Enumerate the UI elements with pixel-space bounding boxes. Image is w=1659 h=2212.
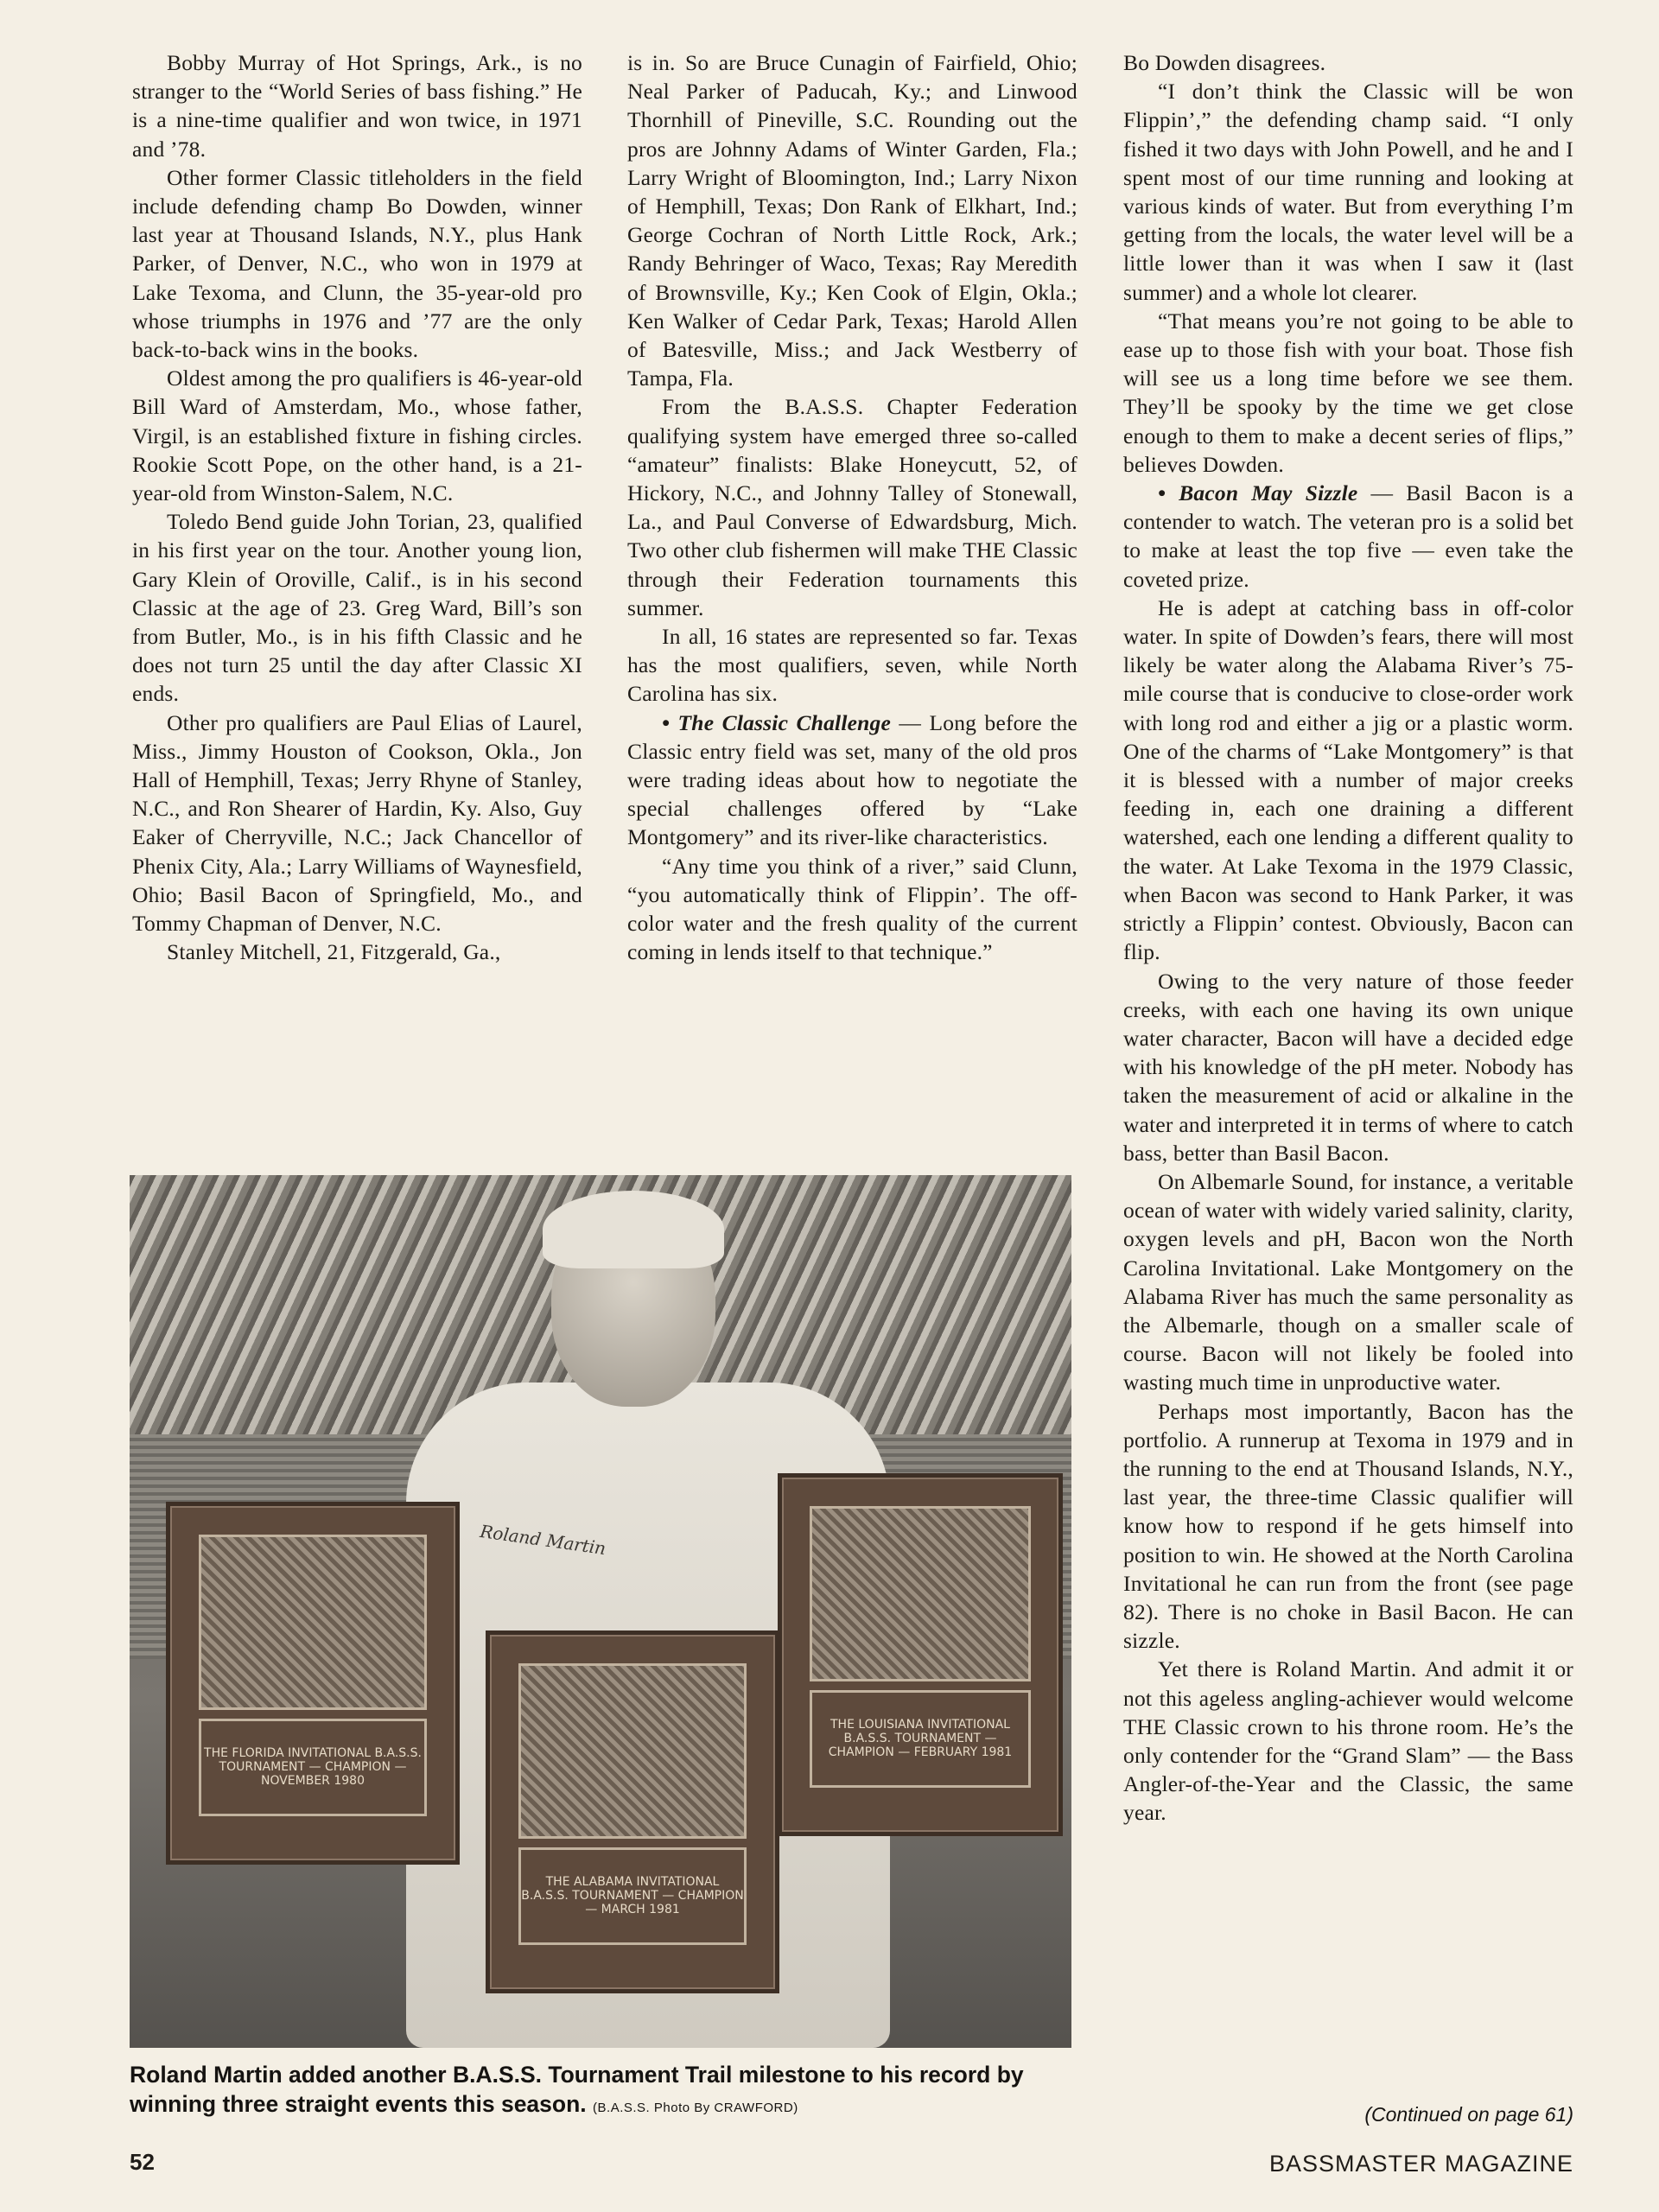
paragraph: Owing to the very nature of those feeder creeks, with each one having its own unique water character, Bacon will have a decided edge with his knowledge of the pH meter. Nobody has taken the measurement of acid or alkaline in the water and interpreted it in terms of where to catch bass, better than Basil Bacon. [1123,968,1573,1166]
paragraph: Yet there is Roland Martin. And admit it or not this ageless angling-achiever would welcome THE Classic crown to his throne room. He’s the only contender for the “Grand Slam” — the Bass Angler-of-the-Year and the Classic, the same year. [1123,1656,1573,1826]
paragraph: “Any time you think of a river,” said Clunn, “you automatically think of Flippin’. The off-color water and the fresh quality of the current coming in lends itself to that technique.” [627,853,1077,965]
paragraph: is in. So are Bruce Cunagin of Fairfield, Ohio; Neal Parker of Paducah, Ky.; and Linwood Thornhill of Pineville, S.C. Rounding out the pros are Johnny Adams of Winter Garden, Fla.; Larry Wright of Bloomington, Ind.; Larry Nixon of Hemphill, Texas; Don Rank of Elkhart, Ind.; George Cochran of North Little Rock, Ark.; Randy Behringer of Waco, Texas; Ray Meredith of Brownsville, Ky.; Ken Cook of Elgin, Okla.; Ken Walker of Cedar Park, Texas; Harold Allen of Batesville, Miss.; and Jack Westberry of Tampa, Fla. [627,50,1077,391]
paragraph: In all, 16 states are represented so far. Texas has the most qualifiers, seven, while North Carolina has six. [627,624,1077,707]
paragraph: From the B.A.S.S. Chapter Federation qualifying system have emerged three so-called “amateur” finalists: Blake Honeycutt, 52, of Hickory, N.C., and Johnny Talley of Stonewall, La., and Paul Converse of Edwardsburg, Mich. Two other club fishermen will make THE Classic through their Federation tournaments this summer. [627,394,1077,620]
subhead-paragraph [627,709,1077,852]
subhead-paragraph [1123,479,1573,594]
shirt-name-script: Roland Martin [479,1520,607,1560]
plaque-label: THE ALABAMA INVITATIONAL B.A.S.S. TOURNAMENT — CHAMPION — MARCH 1981 [518,1847,747,1945]
paragraph: Oldest among the pro qualifiers is 46-year-old Bill Ward of Amsterdam, Mo., whose father, Virgil, is an established fixture in fishing circles. Rookie Scott Pope, on the other hand, is a 21-year-old from Winston-Salem, N.C. [132,365,582,506]
magazine-name: BASSMASTER MAGAZINE [1268,2151,1573,2177]
photo-credit: (B.A.S.S. Photo By CRAWFORD) [593,2101,798,2115]
paragraph: Bobby Murray of Hot Springs, Ark., is no stranger to the “World Series of bass fishing.” He is a nine-time qualifier and won twice, in 1971 and ’78. [132,50,582,162]
plaque-florida-invitational [166,1502,460,1865]
plaque-label: THE FLORIDA INVITATIONAL B.A.S.S. TOURNAMENT — CHAMPION — NOVEMBER 1980 [199,1719,427,1816]
paragraph: Other pro qualifiers are Paul Elias of Laurel, Miss., Jimmy Houston of Cookson, Okla., Jon Hall of Hemphill, Texas; Jerry Rhyne of Stanley, N.C., and Ron Shearer of Hardin, Ky. Also, Guy Eaker of Cherryville, N.C.; Jack Chancellor of Phenix City, Ala.; Larry Williams of Waynesfield, Ohio; Basil Bacon of Springfield, Mo., and Tommy Chapman of Denver, N.C. [132,709,582,937]
paragraph-text: — Long before the Classic entry field was set, many of the old pros were trading ideas about how to negotiate the special challenges offered by “Lake Montgomery” and its river-like characteristics. [627,709,1077,850]
continued-note: (Continued on page 61) [1364,2103,1573,2126]
paragraph-text: — Basil Bacon is a contender to watch. The veteran pro is a solid bet to make at least the top five — even take the coveted prize. [1123,480,1573,592]
plaque-art [810,1506,1031,1681]
paragraph: He is adept at catching bass in off-color water. In spite of Dowden’s fears, there will most likely be water along the Alabama River’s 75-mile course that is conducive to close-order work with long rod and either a jig or a plastic worm. One of the charms of “Lake Montgomery” is that it is blessed with a number of major creeks feeding in, each one draining a different watershed, each one lending a different quality to the water. At Lake Texoma in the 1979 Classic, when Bacon was second to Hank Parker, it was strictly a Flippin’ contest. Obviously, Bacon can flip. [1123,594,1573,965]
paragraph: Perhaps most importantly, Bacon has the portfolio. A runnerup at Texoma in 1979 and in the running to the end at Thousand Islands, N.Y., last year, the three-time Classic qualifier will know how to respond if he gets himself into position to win. He showed at the North Carolina Invitational he can run from the front (see page 82). There is no choke in Basil Bacon. He can sizzle. [1123,1398,1573,1654]
photo-caption [130,2060,1089,2123]
paragraph: Bo Dowden disagrees. [1123,50,1326,75]
subhead-classic-challenge: • The Classic Challenge [662,709,891,735]
caption-text: Roland Martin added another B.A.S.S. Tournament Trail milestone to his record by winning three straight events this season. [130,2062,1024,2117]
subhead-bacon-may-sizzle: • Bacon May Sizzle [1158,480,1358,506]
paragraph: On Albemarle Sound, for instance, a veritable ocean of water with widely varied salinity, clarity, oxygen levels and pH, Bacon won the North Carolina Invitational. Lake Montgomery on the Alabama River has much the same personality as the Albemarle, though on a smaller scale of course. Bacon will not likely be fooled into wasting much time in unproductive water. [1123,1168,1573,1395]
photo-roland-martin-with-plaques [130,1175,1071,2048]
plaque-art [199,1535,427,1710]
plaque-label: THE LOUISIANA INVITATIONAL B.A.S.S. TOURNAMENT — CHAMPION — FEBRUARY 1981 [810,1690,1031,1788]
paragraph: “I don’t think the Classic will be won Flippin’,” the defending champ said. “I only fished it two days with John Powell, and he and I spent most of our time running and looking at various kinds of water. But from everything I’m getting from the locals, the water level will be a little lower than it was when I saw it (last summer) and a whole lot clearer. [1123,79,1573,305]
person-hair [543,1191,724,1268]
article-column-2 [627,48,1077,967]
article-column-1 [132,48,582,967]
plaque-alabama-invitational [486,1630,779,1993]
paragraph: Toledo Bend guide John Torian, 23, qualified in his first year on the tour. Another young lion, Gary Klein of Oroville, Calif., is in his second Classic at the age of 23. Greg Ward, Bill’s son from Butler, Mo., is in his fifth Classic and he does not turn 25 until the day after Classic XI ends. [132,509,582,707]
paragraph: Stanley Mitchell, 21, Fitzgerald, Ga., [167,939,501,965]
page-number: 52 [130,2149,155,2175]
paragraph: Other former Classic titleholders in the field include defending champ Bo Dowden, winner last year at Thousand Islands, N.Y., plus Hank Parker, of Denver, N.C., who won in 1979 at Lake Texoma, and Clunn, the 35-year-old pro whose triumphs in 1976 and ’77 are the only back-to-back wins in the books. [132,164,582,363]
plaque-art [518,1663,747,1839]
paragraph: “That means you’re not going to be able to ease up to those fish with your boat. Those fish will see us a long time before we see them. They’ll be spooky by the time we get close enough to them to make a decent series of flips,” believes Dowden. [1123,308,1573,477]
article-column-3 [1123,48,1573,1827]
plaque-louisiana-invitational [778,1473,1063,1836]
